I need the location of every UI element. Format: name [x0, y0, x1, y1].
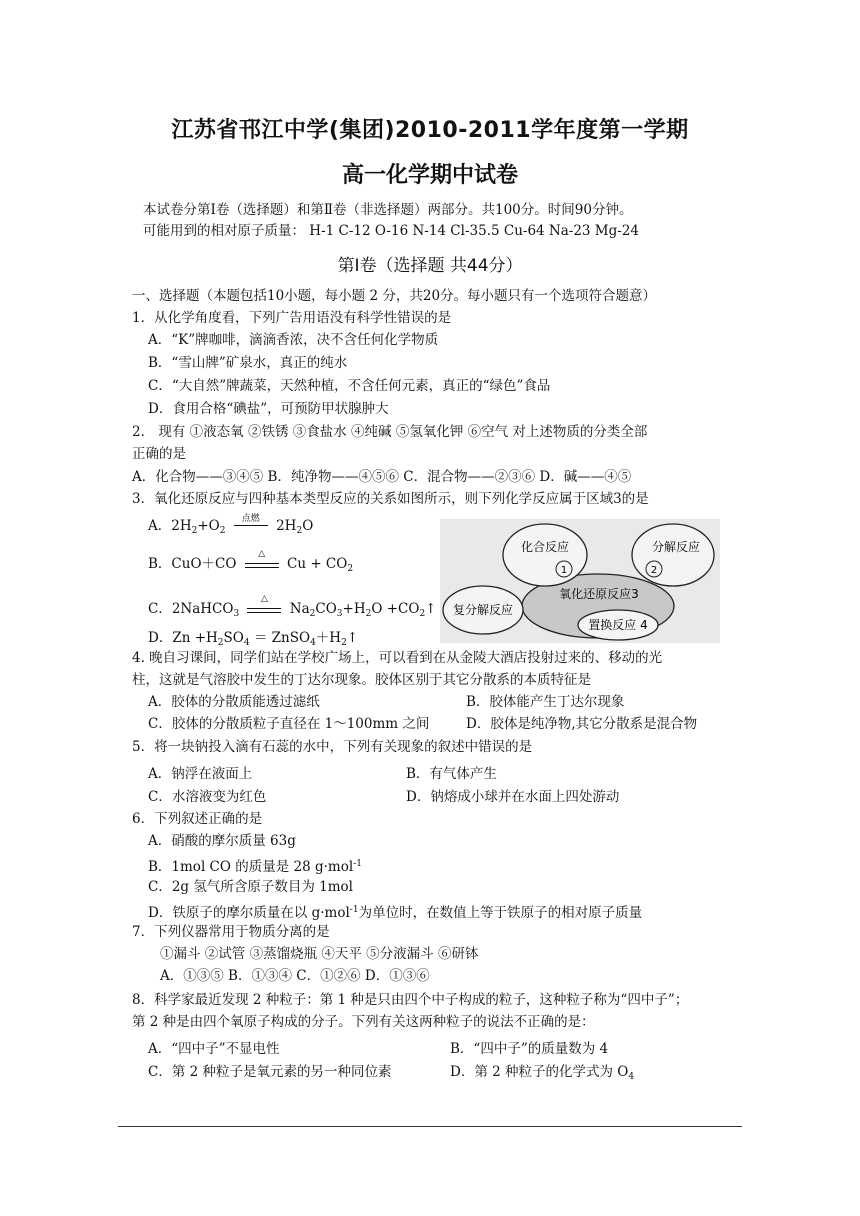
q8-stem-1: 8．科学家最近发现 2 种粒子：第 1 种是只由四个中子构成的粒子，这种粒子称为“四中子”； [132, 992, 689, 1008]
exam-subtitle: 高一化学期中试卷 [341, 163, 518, 188]
q5-option-a: A．钠浮在液面上 [148, 766, 253, 782]
q6-option-c: C．2g 氢气所含原子数目为 1mol [148, 879, 353, 895]
q6-option-a: A．硝酸的摩尔质量 63g [148, 833, 296, 849]
reaction-venn-diagram [440, 519, 720, 643]
intro-line-2: 可能用到的相对原子质量： H-1 C-12 O-16 N-14 Cl-35.5 Cu-64 Na-23 Mg-24 [143, 223, 640, 239]
q8-stem-2: 第 2 种是由四个氧原子构成的分子。下列有关这两种粒子的说法不正确的是： [132, 1014, 595, 1030]
q3-option-d: D．$Zn +H_2SO_4$ ＝ $ZnSO_4+H_2↑$ [148, 630, 359, 648]
q8-option-b: B．“四中子”的质量数为 4 [450, 1041, 609, 1057]
redox-label: 氧化还原反应3 [559, 587, 639, 601]
q5-stem: 5．将一块钠投入滴有石蕊的水中，下列有关现象的叙述中错误的是 [132, 739, 533, 755]
region-2-label: 2 [650, 565, 658, 576]
decomposition-ellipse [632, 524, 714, 586]
section-title: 第Ⅰ卷（选择题 共44分） [337, 256, 523, 276]
combination-ellipse [503, 524, 587, 586]
q3-stem: 3．氧化还原反应与四种基本类型反应的关系如图所示，则下列化学反应属于区域3的是 [132, 491, 649, 507]
q7-options: A．①③⑤ B．①③④ C．①②⑥ D．①③⑥ [160, 968, 430, 984]
intro-line-1: 本试卷分第Ⅰ卷（选择题）和第Ⅱ卷（非选择题）两部分。共100分。时间90分钟。 [143, 202, 633, 218]
q3-option-a: A．$2H_2+O_2$ 点燃 $2H_2O$ [148, 513, 314, 536]
reaction-condition-mark: 点燃 [234, 522, 268, 532]
q6-stem: 6．下列叙述正确的是 [132, 811, 263, 827]
q7-items: ①漏斗 ②试管 ③蒸馏烧瓶 ④天平 ⑤分液漏斗 ⑥研钵 [160, 946, 479, 962]
q6-option-b: B．1mol CO 的质量是 28 g·mol$^{-1}$ [148, 859, 362, 875]
footer-rule [118, 1126, 742, 1127]
q4-stem-2: 柱，这就是气溶胶中发生的丁达尔现象。胶体区别于其它分散系的本质特征是 [132, 672, 591, 688]
q4-option-d: D．胶体是纯净物,其它分散系是混合物 [466, 716, 698, 732]
q4-option-a: A．胶体的分散质能透过滤纸 [148, 694, 320, 710]
q1-option-b: B．“雪山牌”矿泉水，真正的纯水 [148, 355, 348, 371]
q8-option-c: C．第 2 种粒子是氧元素的另一种同位素 [148, 1064, 392, 1080]
q4-stem-1: 4. 晚自习课间，同学们站在学校广场上，可以看到在从金陵大酒店投射过来的、移动的光 [132, 650, 663, 666]
heat-condition-mark: △ [247, 605, 281, 615]
q4-option-b: B．胶体能产生丁达尔现象 [466, 694, 625, 710]
q1-option-a: A．“K”牌咖啡，滴滴香浓，决不含任何化学物质 [148, 332, 439, 348]
q6-option-d: D．铁原子的摩尔质量在以 g·mol$^{-1}$为单位时，在数值上等于铁原子的相对原子质量 [148, 905, 643, 921]
q7-stem: 7．下列仪器常用于物质分离的是 [132, 924, 330, 940]
exam-title: 江苏省邗江中学(集团)2010-2011学年度第一学期 [171, 118, 689, 143]
displacement-label: 置换反应 4 [588, 618, 648, 632]
part-one-heading: 一、选择题（本题包括10小题，每小题 2 分，共20分。每小题只有一个选项符合题意） [132, 288, 657, 304]
q1-stem: 1．从化学角度看，下列广告用语没有科学性错误的是 [132, 310, 452, 326]
q8-option-d: D．第 2 种粒子的化学式为 $O_4$ [450, 1064, 635, 1082]
q3-option-c: C．2NaHCO$_3$ △ $Na_2CO_3+H_2O$ $+CO_2↑$ [148, 593, 437, 619]
q4-option-c: C．胶体的分散质粒子直径在 1～100mm 之间 [148, 716, 430, 732]
q5-option-d: D．钠熔成小球并在水面上四处游动 [406, 789, 620, 805]
decomposition-label: 分解反应 [651, 540, 701, 554]
q2-stem-1: 2． 现有 ①液态氧 ②铁锈 ③食盐水 ④纯碱 ⑤氢氧化钾 ⑥空气 对上述物质的分类全部 [132, 424, 648, 440]
q3-option-b: B．CuO＋CO △ $Cu + CO_2$ [148, 548, 354, 574]
q1-option-c: C．“大自然”牌蔬菜，天然种植，不含任何元素，真正的“绿色”食品 [148, 378, 551, 394]
q5-option-b: B．有气体产生 [406, 766, 497, 782]
combination-label: 化合反应 [520, 540, 570, 554]
q8-option-a: A．“四中子”不显电性 [148, 1041, 280, 1057]
q1-option-d: D．食用合格“碘盐”，可预防甲状腺肿大 [148, 401, 389, 417]
q5-option-c: C．水溶液变为红色 [148, 789, 267, 805]
q2-stem-2: 正确的是 [132, 446, 186, 462]
heat-condition-mark: △ [245, 560, 279, 570]
region-1-label: 1 [560, 565, 568, 576]
q2-options: A．化合物——③④⑤ B．纯净物——④⑤⑥ C．混合物——②③⑥ D．碱——④⑤ [132, 469, 632, 485]
double-decomposition-label: 复分解反应 [452, 603, 514, 617]
